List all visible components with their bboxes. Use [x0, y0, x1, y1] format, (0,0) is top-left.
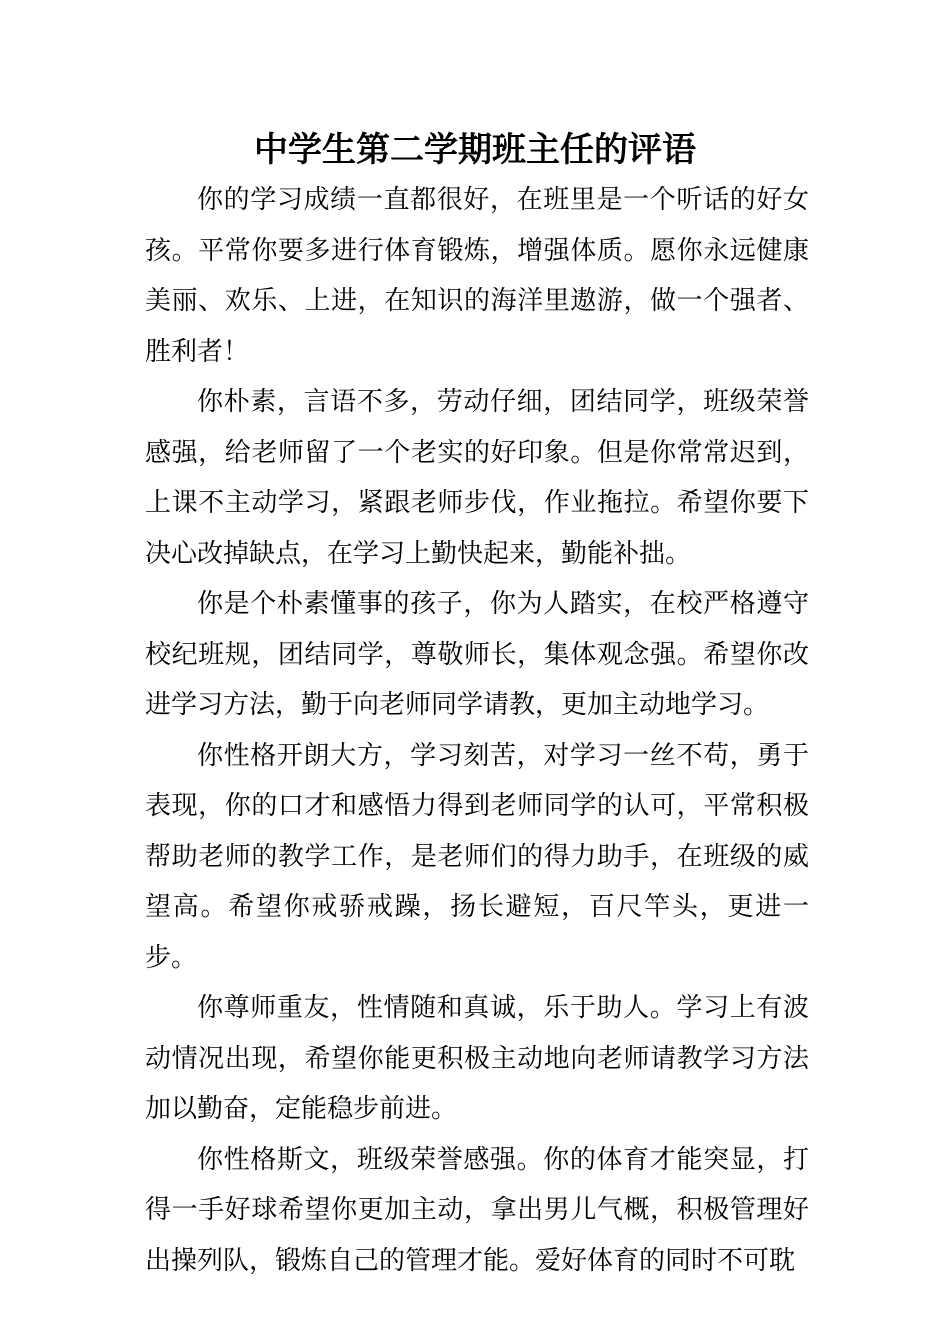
comment-paragraph: 你是个朴素懂事的孩子，你为人踏实，在校严格遵守校纪班规，团结同学，尊敬师长，集体观念强。希望你改进学习方法，勤于向老师同学请教，更加主动地学习。 — [145, 589, 809, 720]
comment-paragraph: 你性格开朗大方，学习刻苦，对学习一丝不苟，勇于表现，你的口才和感悟力得到老师同学的认可，平常积极帮助老师的教学工作，是老师们的得力助手，在班级的威望高。希望你戒骄戒躁，扬长避短，百尺竿头，更进一步。 — [145, 740, 809, 973]
document-title: 中学生第二学期班主任的评语 — [254, 130, 696, 170]
comment-paragraph: 你性格斯文，班级荣誉感强。你的体育才能突显，打得一手好球希望你更加主动，拿出男儿气概，积极管理好出操列队，锻炼自己的管理才能。爱好体育的同时不可耽 — [145, 1144, 809, 1276]
comment-paragraph: 你朴素，言语不多，劳动仔细，团结同学，班级荣誉感强，给老师留了一个老实的好印象。但是你常常迟到，上课不主动学习，紧跟老师步伐，作业拖拉。希望你要下决心改掉缺点，在学习上勤快起来，勤能补拙。 — [145, 387, 809, 569]
comment-paragraph: 你尊师重友，性情随和真诚，乐于助人。学习上有波动情况出现，希望你能更积极主动地向老师请教学习方法加以勤奋，定能稳步前进。 — [145, 993, 809, 1124]
document-body — [145, 175, 809, 1286]
comment-paragraph: 你的学习成绩一直都很好，在班里是一个听话的好女孩。平常你要多进行体育锻炼，增强体质。愿你永远健康美丽、欢乐、上进，在知识的海洋里遨游，做一个强者、胜利者！ — [145, 185, 809, 367]
